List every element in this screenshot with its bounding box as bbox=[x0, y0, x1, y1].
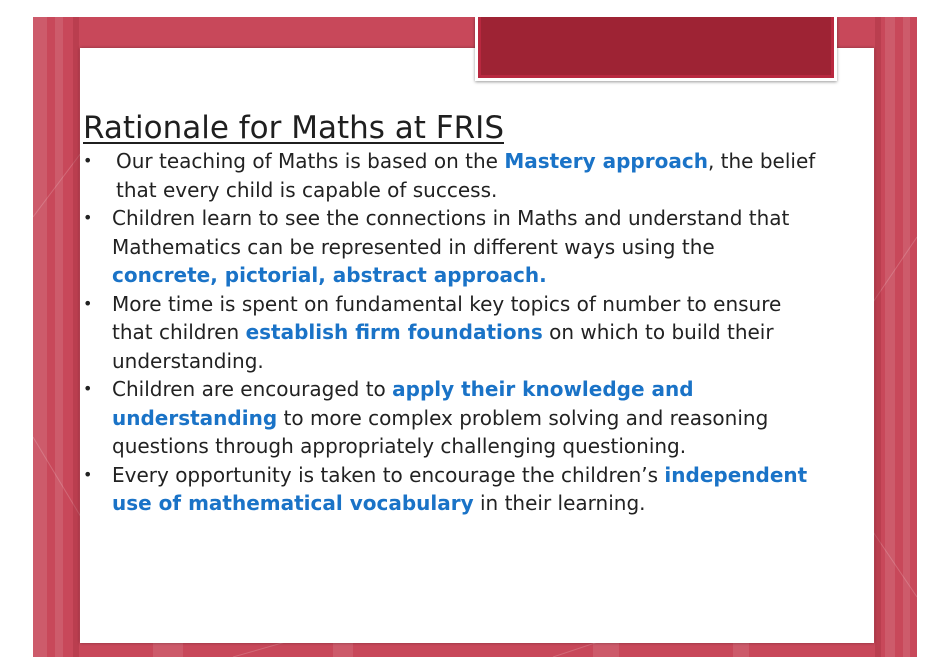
bullet-item bbox=[83, 290, 823, 376]
emphasis-text: apply their knowledge and understanding bbox=[112, 377, 694, 430]
bullet-icon: • bbox=[83, 151, 93, 170]
bullet-icon: • bbox=[83, 464, 93, 484]
emphasis-text: establish firm foundations bbox=[245, 320, 543, 344]
bullet-text: More time is spent on fundamental key topics of number to ensure that children bbox=[112, 291, 782, 344]
slide-title: Rationale for Maths at FRIS bbox=[83, 110, 504, 146]
bullet-text: on which to build their understanding. bbox=[112, 320, 774, 373]
bullet-item bbox=[83, 204, 823, 290]
emphasis-text: Mastery approach bbox=[504, 149, 708, 173]
bullet-text: , the belief that every child is capable of success. bbox=[116, 149, 816, 202]
bullet-item bbox=[83, 375, 823, 461]
bullet-text: Our teaching of Maths is based on the bbox=[116, 149, 505, 173]
header-tab-inner bbox=[481, 17, 831, 75]
bullet-icon: • bbox=[83, 293, 93, 313]
header-tab bbox=[475, 17, 837, 81]
bullet-text: Every opportunity is taken to encourage the children’s bbox=[112, 462, 665, 487]
bullet-icon: • bbox=[83, 379, 93, 398]
emphasis-text: independent use of mathematical vocabulary bbox=[112, 462, 808, 515]
bullet-item bbox=[83, 147, 827, 204]
bullet-text: Children are encouraged to bbox=[112, 377, 393, 401]
bullet-icon: • bbox=[83, 208, 93, 227]
slide-content bbox=[83, 111, 843, 518]
bullet-text: Children learn to see the connections in Maths and understand that Mathematics can be represented in different ways using the bbox=[112, 206, 790, 259]
bullet-text: in their learning. bbox=[473, 491, 646, 515]
bullet-list bbox=[83, 147, 843, 518]
emphasis-text: concrete, pictorial, abstract approach. bbox=[112, 263, 547, 287]
bullet-text: to more complex problem solving and reasoning questions through appropriately challenging questioning. bbox=[112, 405, 769, 458]
bullet-item bbox=[83, 461, 823, 518]
